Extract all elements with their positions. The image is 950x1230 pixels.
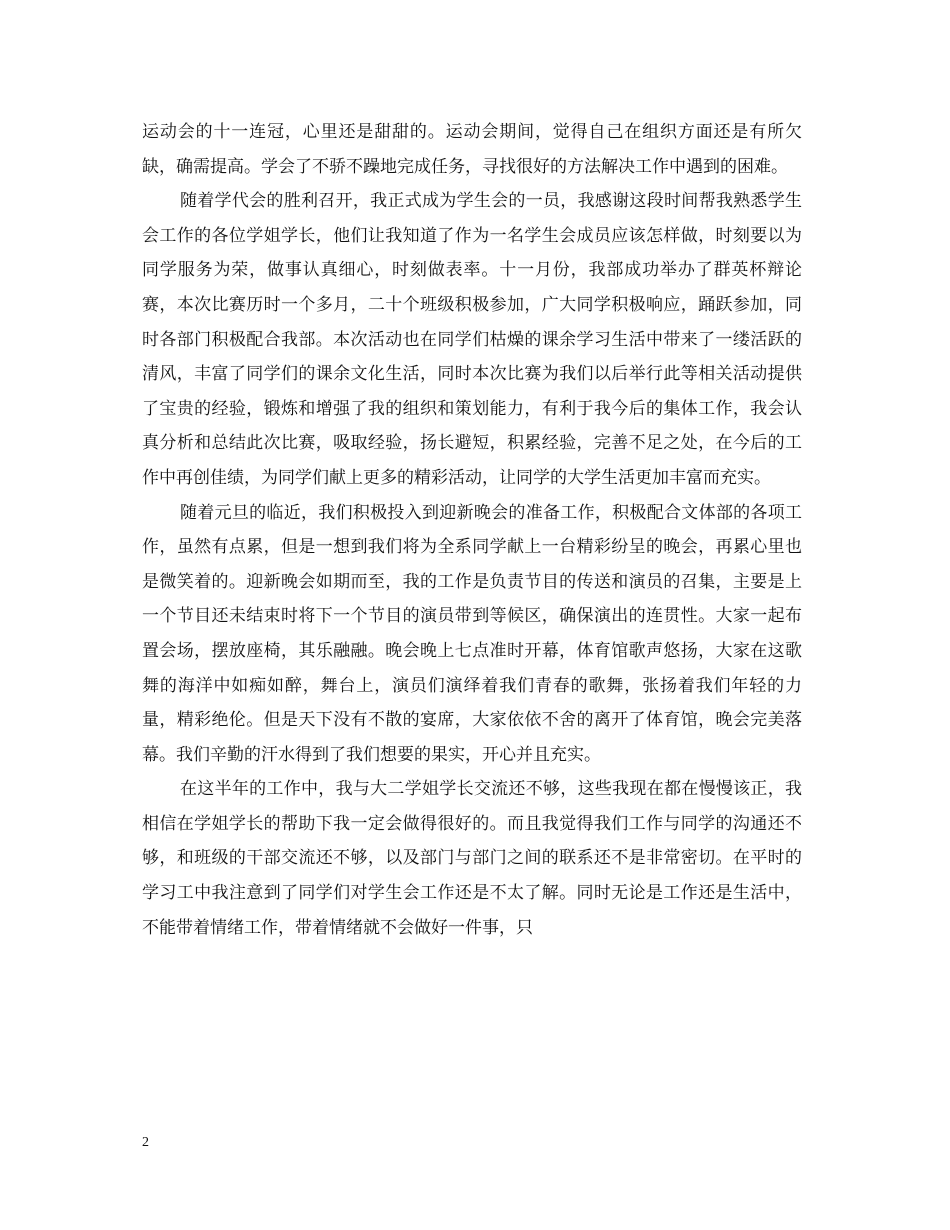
- paragraph-student-union: 随着学代会的胜利召开，我正式成为学生会的一员，我感谢这段时间帮我熟悉学生会工作的各位学姐学长，他们让我知道了作为一名学生会成员应该怎样做，时刻要以为同学服务为荣，做事认真细心，时刻做表率。十一月份，我部成功举办了群英杯辩论赛，本次比赛历时一个多月，二十个班级积极参加，广大同学积极响应，踊跃参加，同时各部门积极配合我部。本次活动也在同学们枯燥的课余学习生活中带来了一缕活跃的清风，丰富了同学们的课余文化生活，同时本次比赛为我们以后举行此等相关活动提供了宝贵的经验，锻炼和增强了我的组织和策划能力，有利于我今后的集体工作，我会认真分析和总结此次比赛，吸取经验，扬长避短，积累经验，完善不足之处，在今后的工作中再创佳绩，为同学们献上更多的精彩活动，让同学的大学生活更加丰富而充实。: [142, 191, 802, 488]
- document-body: [142, 115, 802, 945]
- page-number: 2: [142, 1135, 149, 1150]
- paragraph-reflection: 在这半年的工作中，我与大二学姐学长交流还不够，这些我现在都在慢慢该正，我相信在学姐学长的帮助下我一定会做得很好的。而且我觉得我们工作与同学的沟通还不够，和班级的干部交流还不够，以及部门与部门之间的联系还不是非常密切。在平时的学习工中我注意到了同学们对学生会工作还是不太了解。同时无论是工作还是生活中，不能带着情绪工作，带着情绪就不会做好一件事，只: [142, 779, 802, 938]
- paragraph-continuation: 运动会的十一连冠，心里还是甜甜的。运动会期间，觉得自己在组织方面还是有所欠缺，确需提高。学会了不骄不躁地完成任务，寻找很好的方法解决工作中遇到的困难。: [142, 122, 802, 177]
- paragraph-new-year-gala: 随着元旦的临近，我们积极投入到迎新晚会的准备工作，积极配合文体部的各项工作，虽然有点累，但是一想到我们将为全系同学献上一台精彩纷呈的晚会，再累心里也是微笑着的。迎新晚会如期而至，我的工作是负责节目的传送和演员的召集，主要是上一个节目还未结束时将下一个节目的演员带到等候区，确保演出的连贯性。大家一起布置会场，摆放座椅，其乐融融。晚会晚上七点准时开幕，体育馆歌声悠扬，大家在这歌舞的海洋中如痴如醉，舞台上，演员们演绎着我们青春的歌舞，张扬着我们年轻的力量，精彩绝伦。但是天下没有不散的宴席，大家依依不舍的离开了体育馆，晚会完美落幕。我们辛勤的汗水得到了我们想要的果实，开心并且充实。: [142, 502, 802, 765]
